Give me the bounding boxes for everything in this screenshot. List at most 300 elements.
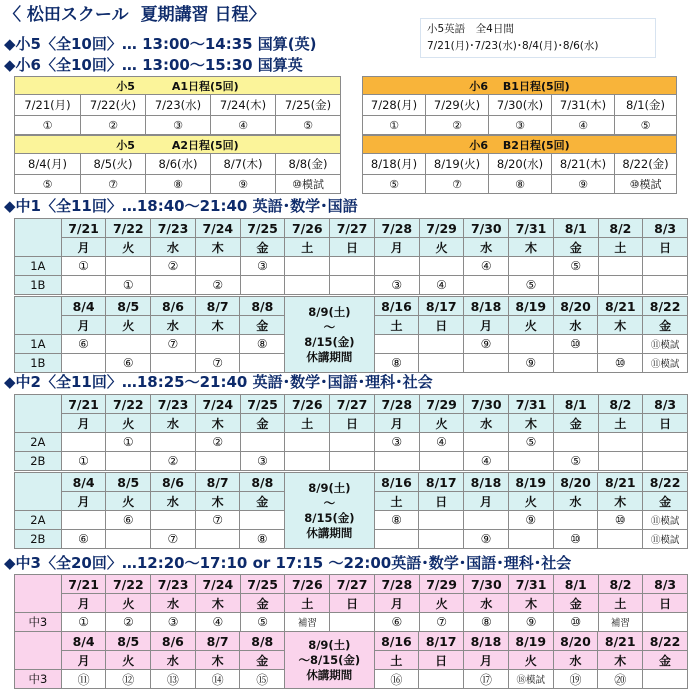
grade5-heading: ◆小5〈全10回〉… 13:00～14:35 国算(英) — [4, 35, 317, 53]
date-cell: 8/21 — [598, 297, 643, 316]
jh1-heading: ◆中1〈全11回〉…18:40～21:40 英語･数学･国語 — [4, 197, 358, 215]
session-cell — [151, 511, 196, 530]
session-cell: ③ — [374, 433, 419, 452]
session-cell: ④ — [419, 433, 464, 452]
session-cell: ⑦ — [426, 175, 489, 194]
closure-period-cell — [285, 632, 374, 689]
weekday-cell: 火 — [419, 594, 464, 613]
page-title-main: 〈 松田スクール — [4, 5, 129, 25]
session-cell — [106, 530, 151, 549]
session-cell: ② — [106, 613, 151, 632]
session-cell — [151, 433, 196, 452]
elementary-schedule-table-1 — [14, 76, 677, 135]
row-label: 中3 — [15, 670, 62, 689]
date-cell: 7/28 — [374, 395, 419, 414]
date-cell: 8/7 — [195, 297, 240, 316]
weekday-cell: 水 — [553, 651, 598, 670]
closure-period-line: 8/9(土) — [308, 480, 351, 495]
date-cell: 7/28(月) — [363, 95, 426, 116]
session-cell — [598, 335, 643, 354]
session-cell: ① — [106, 433, 151, 452]
date-cell: 8/17 — [419, 473, 464, 492]
jh3-schedule-table-2 — [14, 631, 688, 689]
weekday-cell: 木 — [509, 594, 554, 613]
session-cell — [643, 452, 688, 471]
session-cell: ④ — [464, 257, 509, 276]
session-cell: ⑥ — [61, 530, 106, 549]
date-cell: 8/2 — [598, 219, 643, 238]
session-cell — [419, 511, 464, 530]
date-cell: 8/22 — [643, 473, 688, 492]
weekday-cell: 金 — [643, 316, 688, 335]
weekday-cell: 水 — [464, 414, 509, 433]
date-cell: 8/3 — [643, 219, 688, 238]
date-cell: 7/24 — [195, 575, 240, 594]
session-cell — [240, 276, 285, 295]
date-cell: 8/19(火) — [426, 154, 489, 175]
session-cell: ⑳ — [598, 670, 643, 689]
date-cell: 7/22 — [106, 395, 151, 414]
date-cell: 8/3 — [643, 395, 688, 414]
weekday-cell: 月 — [374, 238, 419, 257]
session-cell — [419, 452, 464, 471]
weekday-cell: 日 — [419, 492, 464, 511]
grade-label: 小5 — [116, 138, 135, 152]
session-cell: ⑰ — [464, 670, 509, 689]
date-cell: 7/26 — [285, 395, 330, 414]
weekday-cell: 月 — [464, 316, 509, 335]
date-cell: 8/18 — [464, 632, 509, 651]
session-cell: ⑩ — [553, 613, 598, 632]
corner-cell — [15, 297, 62, 335]
weekday-cell: 土 — [598, 594, 643, 613]
session-cell: ⑪模試 — [643, 335, 688, 354]
weekday-cell: 水 — [151, 414, 196, 433]
closure-period-line: 8/9(土) — [308, 304, 351, 319]
session-cell: ① — [61, 257, 106, 276]
date-cell: 8/19 — [508, 632, 553, 651]
date-cell: 7/28 — [374, 219, 419, 238]
date-cell: 8/20 — [553, 473, 598, 492]
weekday-cell: 水 — [151, 492, 196, 511]
notice-line-1: 小5英語 全4日間 — [427, 23, 514, 35]
session-cell: ⑦ — [81, 175, 146, 194]
weekday-cell: 水 — [151, 316, 196, 335]
closure-period-line: 休講期間 — [306, 349, 353, 364]
table-row — [15, 276, 688, 295]
row-label: 2B — [15, 452, 62, 471]
grade-label: 小6 — [469, 79, 489, 93]
date-cell: 8/18(月) — [363, 154, 426, 175]
session-cell: ① — [15, 116, 81, 135]
session-cell: ③ — [489, 116, 552, 135]
weekday-cell: 火 — [106, 492, 151, 511]
date-cell: 7/27 — [330, 395, 375, 414]
date-cell: 8/6 — [151, 632, 196, 651]
weekday-cell: 金 — [643, 492, 688, 511]
session-cell: ⑱模試 — [508, 670, 553, 689]
date-cell: 8/22 — [643, 632, 688, 651]
session-cell: ③ — [374, 276, 419, 295]
session-cell: 補習 — [285, 613, 330, 632]
session-cell: ⑤ — [240, 613, 285, 632]
row-label: 1A — [15, 335, 62, 354]
session-cell: ⑨ — [508, 354, 553, 373]
session-cell: ⑯ — [374, 670, 419, 689]
weekday-cell: 水 — [464, 594, 509, 613]
session-cell — [285, 257, 330, 276]
session-cell: ⑧ — [374, 354, 419, 373]
date-cell: 7/25 — [240, 395, 285, 414]
session-cell: ③ — [240, 257, 285, 276]
grade-label: 小5 — [116, 79, 135, 93]
date-cell: 7/30(水) — [489, 95, 552, 116]
session-cell — [330, 276, 375, 295]
date-cell: 7/24 — [195, 219, 240, 238]
jh2-schedule-table-2 — [14, 472, 688, 549]
date-cell: 8/6 — [151, 473, 196, 492]
closure-period-line: ～ — [323, 319, 336, 334]
date-cell: 8/21(木) — [552, 154, 615, 175]
session-cell — [374, 335, 419, 354]
session-cell — [330, 257, 375, 276]
weekday-cell: 木 — [598, 651, 643, 670]
session-cell: ⑤ — [15, 175, 81, 194]
course-label: B2日程(5回) — [502, 138, 570, 152]
date-cell: 7/21 — [61, 575, 106, 594]
date-cell: 7/26 — [285, 575, 330, 594]
date-cell: 8/16 — [374, 473, 419, 492]
session-cell: ⑨ — [464, 335, 509, 354]
session-cell: ⑩模試 — [615, 175, 677, 194]
date-cell: 7/25 — [240, 219, 285, 238]
session-cell — [464, 511, 509, 530]
session-cell — [151, 354, 196, 373]
session-cell: ⑪模試 — [643, 354, 688, 373]
date-cell: 7/29(火) — [426, 95, 489, 116]
session-cell — [643, 433, 688, 452]
session-cell: ⑧ — [240, 530, 285, 549]
weekday-cell: 火 — [508, 651, 553, 670]
session-cell: ⑩ — [598, 511, 643, 530]
weekday-cell: 日 — [643, 414, 688, 433]
row-label: 1A — [15, 257, 62, 276]
session-cell: ⑩ — [598, 354, 643, 373]
session-cell — [553, 276, 598, 295]
corner-cell — [15, 395, 62, 433]
session-cell — [419, 530, 464, 549]
date-cell: 8/2 — [598, 575, 643, 594]
session-cell: ⑭ — [195, 670, 240, 689]
weekday-cell: 火 — [508, 316, 553, 335]
session-cell: ⑤ — [509, 433, 554, 452]
session-cell: ⑥ — [106, 354, 151, 373]
session-cell: ⑦ — [195, 354, 240, 373]
weekday-cell: 月 — [61, 316, 106, 335]
date-cell: 7/26 — [285, 219, 330, 238]
session-cell — [374, 530, 419, 549]
grade5-english-notice — [420, 18, 656, 58]
closure-period-cell — [285, 473, 374, 549]
date-cell: 7/27 — [330, 219, 375, 238]
date-cell: 7/21(月) — [15, 95, 81, 116]
date-cell: 7/30 — [464, 395, 509, 414]
gap — [341, 175, 363, 194]
jh2-schedule-table-1 — [14, 394, 688, 471]
table-row — [15, 452, 688, 471]
date-cell: 8/21 — [598, 632, 643, 651]
closure-period-line: 8/15(金) — [304, 334, 355, 349]
weekday-cell: 日 — [330, 594, 375, 613]
table-row — [15, 257, 688, 276]
corner-cell — [15, 473, 62, 511]
session-cell — [374, 452, 419, 471]
date-cell: 8/4(月) — [15, 154, 81, 175]
session-cell — [374, 257, 419, 276]
weekday-cell: 金 — [553, 594, 598, 613]
weekday-cell: 水 — [151, 651, 196, 670]
weekday-cell: 木 — [195, 316, 240, 335]
session-cell: ⑥ — [61, 335, 106, 354]
session-cell — [195, 257, 240, 276]
session-cell: ⑤ — [363, 175, 426, 194]
session-cell — [598, 276, 643, 295]
session-cell: ⑤ — [553, 452, 598, 471]
session-cell: ③ — [240, 452, 285, 471]
date-cell: 8/8(金) — [276, 154, 341, 175]
weekday-cell: 金 — [240, 651, 285, 670]
session-cell — [643, 670, 688, 689]
session-cell: ⑨ — [464, 530, 509, 549]
table-row — [15, 433, 688, 452]
weekday-cell: 火 — [106, 238, 151, 257]
weekday-cell: 金 — [553, 414, 598, 433]
row-label: 2A — [15, 433, 62, 452]
session-cell: ④ — [419, 276, 464, 295]
session-cell — [508, 335, 553, 354]
date-cell: 8/2 — [598, 395, 643, 414]
weekday-cell: 金 — [643, 651, 688, 670]
row-label: 2B — [15, 530, 62, 549]
session-cell — [598, 257, 643, 276]
session-cell: ⑩ — [553, 335, 598, 354]
corner-cell — [15, 219, 62, 257]
session-cell — [598, 452, 643, 471]
date-cell: 8/18 — [464, 473, 509, 492]
session-cell: ① — [61, 452, 106, 471]
weekday-cell: 火 — [508, 492, 553, 511]
grade5-a1-header — [15, 77, 341, 95]
date-cell: 8/7 — [195, 473, 240, 492]
session-cell — [285, 276, 330, 295]
weekday-cell: 木 — [509, 238, 554, 257]
session-cell: ④ — [552, 116, 615, 135]
weekday-cell: 金 — [240, 238, 285, 257]
closure-period-cell — [285, 297, 374, 373]
session-cell: ② — [195, 276, 240, 295]
date-cell: 7/23 — [151, 575, 196, 594]
date-cell: 7/24(木) — [211, 95, 276, 116]
session-cell — [61, 276, 106, 295]
session-cell: ⑥ — [374, 613, 419, 632]
session-cell: ⑨ — [211, 175, 276, 194]
session-cell — [464, 433, 509, 452]
date-cell: 7/23(水) — [146, 95, 211, 116]
weekday-cell: 火 — [419, 414, 464, 433]
weekday-cell: 日 — [643, 238, 688, 257]
page-title — [4, 2, 266, 28]
weekday-cell: 月 — [374, 414, 419, 433]
weekday-cell: 金 — [240, 594, 285, 613]
gap — [341, 136, 363, 154]
session-cell — [419, 354, 464, 373]
session-cell — [509, 257, 554, 276]
elementary-schedule-table-2 — [14, 135, 677, 194]
weekday-cell: 水 — [464, 238, 509, 257]
weekday-cell: 月 — [61, 238, 106, 257]
weekday-cell: 金 — [240, 492, 285, 511]
session-cell: ⑦ — [151, 335, 196, 354]
closure-period-line: 休講期間 — [306, 667, 353, 682]
date-cell: 8/4 — [61, 473, 106, 492]
session-cell: ② — [151, 452, 196, 471]
row-label: 1B — [15, 276, 62, 295]
date-cell: 8/5 — [106, 473, 151, 492]
date-cell: 8/7 — [195, 632, 240, 651]
date-cell: 7/22(火) — [81, 95, 146, 116]
session-cell: ⑬ — [151, 670, 196, 689]
weekday-cell: 月 — [61, 651, 106, 670]
session-cell — [151, 276, 196, 295]
session-cell: ⑤ — [276, 116, 341, 135]
session-cell: ⑪模試 — [643, 530, 688, 549]
weekday-cell: 金 — [553, 238, 598, 257]
session-cell — [61, 511, 106, 530]
session-cell: ⑨ — [508, 511, 553, 530]
session-cell: ② — [426, 116, 489, 135]
weekday-cell: 月 — [61, 594, 106, 613]
session-cell: ② — [151, 257, 196, 276]
row-label: 1B — [15, 354, 62, 373]
session-cell — [195, 335, 240, 354]
session-cell — [240, 354, 285, 373]
session-cell — [643, 276, 688, 295]
weekday-cell: 水 — [151, 238, 196, 257]
session-cell — [508, 530, 553, 549]
date-cell: 7/29 — [419, 219, 464, 238]
date-cell: 8/1(金) — [615, 95, 677, 116]
session-cell: ③ — [146, 116, 211, 135]
gap — [341, 95, 363, 116]
date-cell: 7/25(金) — [276, 95, 341, 116]
session-cell: ⑧ — [464, 613, 509, 632]
session-cell: ⑫ — [106, 670, 151, 689]
session-cell — [553, 354, 598, 373]
date-cell: 8/1 — [553, 575, 598, 594]
session-cell: ⑧ — [146, 175, 211, 194]
date-cell: 7/23 — [151, 395, 196, 414]
weekday-cell: 金 — [240, 414, 285, 433]
session-cell — [509, 452, 554, 471]
date-cell: 7/24 — [195, 395, 240, 414]
session-cell: ⑤ — [553, 257, 598, 276]
weekday-cell: 金 — [240, 316, 285, 335]
date-cell: 7/29 — [419, 575, 464, 594]
page-title-sub: 夏期講習 日程〉 — [140, 5, 266, 25]
date-cell: 8/19 — [508, 297, 553, 316]
grade6-b1-header — [363, 77, 677, 95]
session-cell: ① — [61, 613, 106, 632]
session-cell: ④ — [464, 452, 509, 471]
weekday-cell: 土 — [374, 492, 419, 511]
closure-period-line: ～8/15(金) — [298, 652, 361, 667]
weekday-cell: 木 — [195, 594, 240, 613]
date-cell: 8/20 — [553, 297, 598, 316]
weekday-cell: 火 — [106, 316, 151, 335]
table-row — [15, 613, 688, 632]
date-cell: 8/5 — [106, 297, 151, 316]
date-cell: 7/30 — [464, 575, 509, 594]
session-cell: ⑦ — [195, 511, 240, 530]
jh3-heading: ◆中3〈全20回〉…12:20～17:10 or 17:15 ～22:00英語･数学･国語･理科･社会 — [4, 554, 572, 572]
weekday-cell: 木 — [598, 316, 643, 335]
weekday-cell: 木 — [509, 414, 554, 433]
weekday-cell: 日 — [643, 594, 688, 613]
date-cell: 8/16 — [374, 297, 419, 316]
session-cell — [464, 354, 509, 373]
session-cell — [61, 433, 106, 452]
weekday-cell: 日 — [330, 238, 375, 257]
date-cell: 7/29 — [419, 395, 464, 414]
session-cell — [285, 452, 330, 471]
weekday-cell: 土 — [374, 316, 419, 335]
session-cell: ② — [195, 433, 240, 452]
date-cell: 7/21 — [61, 219, 106, 238]
session-cell — [106, 335, 151, 354]
session-cell: ⑥ — [106, 511, 151, 530]
weekday-cell: 土 — [598, 414, 643, 433]
date-cell: 7/23 — [151, 219, 196, 238]
session-cell — [553, 433, 598, 452]
session-cell: ④ — [211, 116, 276, 135]
weekday-cell: 木 — [195, 414, 240, 433]
session-cell — [240, 433, 285, 452]
grade6-b2-header — [363, 136, 677, 154]
weekday-cell: 火 — [106, 414, 151, 433]
date-cell: 7/31(木) — [552, 95, 615, 116]
weekday-cell: 水 — [151, 594, 196, 613]
session-cell: ⑨ — [552, 175, 615, 194]
weekday-cell: 月 — [464, 492, 509, 511]
session-cell: ⑪ — [61, 670, 106, 689]
weekday-cell: 木 — [195, 651, 240, 670]
course-label: A1日程(5回) — [171, 79, 239, 93]
date-cell: 8/8 — [240, 632, 285, 651]
session-cell — [330, 452, 375, 471]
session-cell: ⑨ — [509, 613, 554, 632]
date-cell: 7/25 — [240, 575, 285, 594]
date-cell: 7/31 — [509, 219, 554, 238]
date-cell: 8/7(木) — [211, 154, 276, 175]
weekday-cell: 月 — [61, 492, 106, 511]
date-cell: 8/8 — [240, 473, 285, 492]
weekday-cell: 日 — [419, 316, 464, 335]
date-cell: 7/30 — [464, 219, 509, 238]
date-cell: 8/6 — [151, 297, 196, 316]
date-cell: 8/8 — [240, 297, 285, 316]
session-cell — [285, 433, 330, 452]
weekday-cell: 日 — [330, 414, 375, 433]
